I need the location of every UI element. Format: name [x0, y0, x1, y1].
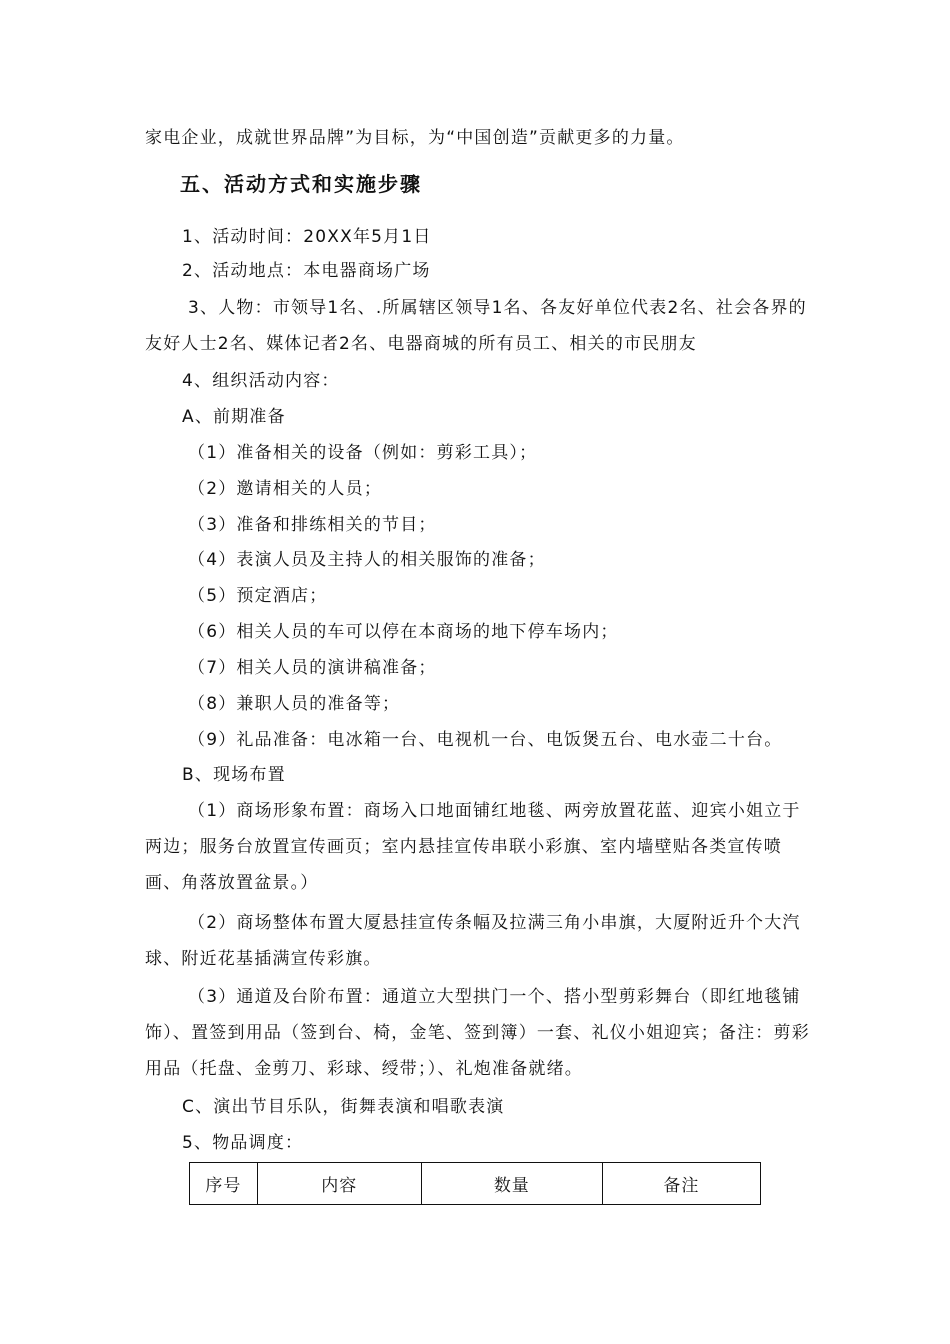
part-b-paragraph-text: （3）通道及台阶布置：通道立大型拱门一个、搭小型剪彩舞台（即红地毯铺饰）、置签到用品（签到台、椅，金笔、签到簿）一套、礼仪小姐迎宾；备注：剪彩用品（托盘、金剪刀、彩球、绶带；）、礼炮准备就绪。 [145, 987, 810, 1079]
intro-line: 家电企业，成就世界品牌”为目标，为“中国创造”贡献更多的力量。 [145, 128, 685, 148]
part-b-paragraph [145, 793, 810, 901]
table-header-cell: 备注 [602, 1163, 760, 1205]
part-a-step: （7）相关人员的演讲稿准备； [188, 658, 437, 678]
activity-place: 2、活动地点：本电器商场广场 [182, 261, 431, 281]
part-a-title: A、前期准备 [182, 407, 286, 427]
part-a-step: （4）表演人员及主持人的相关服饰的准备； [188, 550, 546, 570]
part-b-paragraph [145, 905, 810, 977]
activity-time: 1、活动时间：20XX年5月1日 [182, 227, 432, 247]
activity-content: 4、组织活动内容： [182, 371, 340, 391]
activity-people [145, 290, 810, 362]
part-a-step: （1）准备相关的设备（例如：剪彩工具）； [188, 443, 538, 463]
table-header-cell: 内容 [257, 1163, 421, 1205]
part-a-step: （5）预定酒店； [188, 586, 328, 606]
part-b-paragraph-text: （1）商场形象布置：商场入口地面铺红地毯、两旁放置花蓝、迎宾小姐立于两边；服务台放置宣传画页；室内悬挂宣传串联小彩旗、室内墙壁贴各类宣传喷画、角落放置盆景。） [145, 801, 801, 893]
part-c-title: C、演出节目乐队，街舞表演和唱歌表演 [182, 1097, 505, 1117]
part-a-step: （8）兼职人员的准备等； [188, 694, 401, 714]
part-a-step: （6）相关人员的车可以停在本商场的地下停车场内； [188, 622, 619, 642]
section-heading: 五、活动方式和实施步骤 [180, 172, 422, 196]
table-header-cell: 序号 [190, 1163, 258, 1205]
part-b-paragraph [145, 979, 810, 1087]
part-b-paragraph-text: （2）商场整体布置大厦悬挂宣传条幅及拉满三角小串旗，大厦附近升个大汽球、附近花基插满宣传彩旗。 [145, 913, 801, 969]
part-a-step: （9）礼品准备：电冰箱一台、电视机一台、电饭煲五台、电水壶二十台。 [188, 730, 783, 750]
table-header-row [190, 1163, 761, 1205]
activity-people-text: 3、人物：市领导1名、.所属辖区领导1名、各友好单位代表2名、社会各界的友好人士2名、媒体记者2名、电器商城的所有员工、相关的市民朋友 [145, 298, 807, 354]
materials-table [189, 1162, 761, 1205]
table-header-cell: 数量 [421, 1163, 602, 1205]
part-a-step: （2）邀请相关的人员； [188, 479, 383, 499]
part-b-title: B、现场布置 [182, 765, 286, 785]
materials-title: 5、物品调度： [182, 1133, 304, 1153]
part-a-step: （3）准备和排练相关的节目； [188, 515, 437, 535]
